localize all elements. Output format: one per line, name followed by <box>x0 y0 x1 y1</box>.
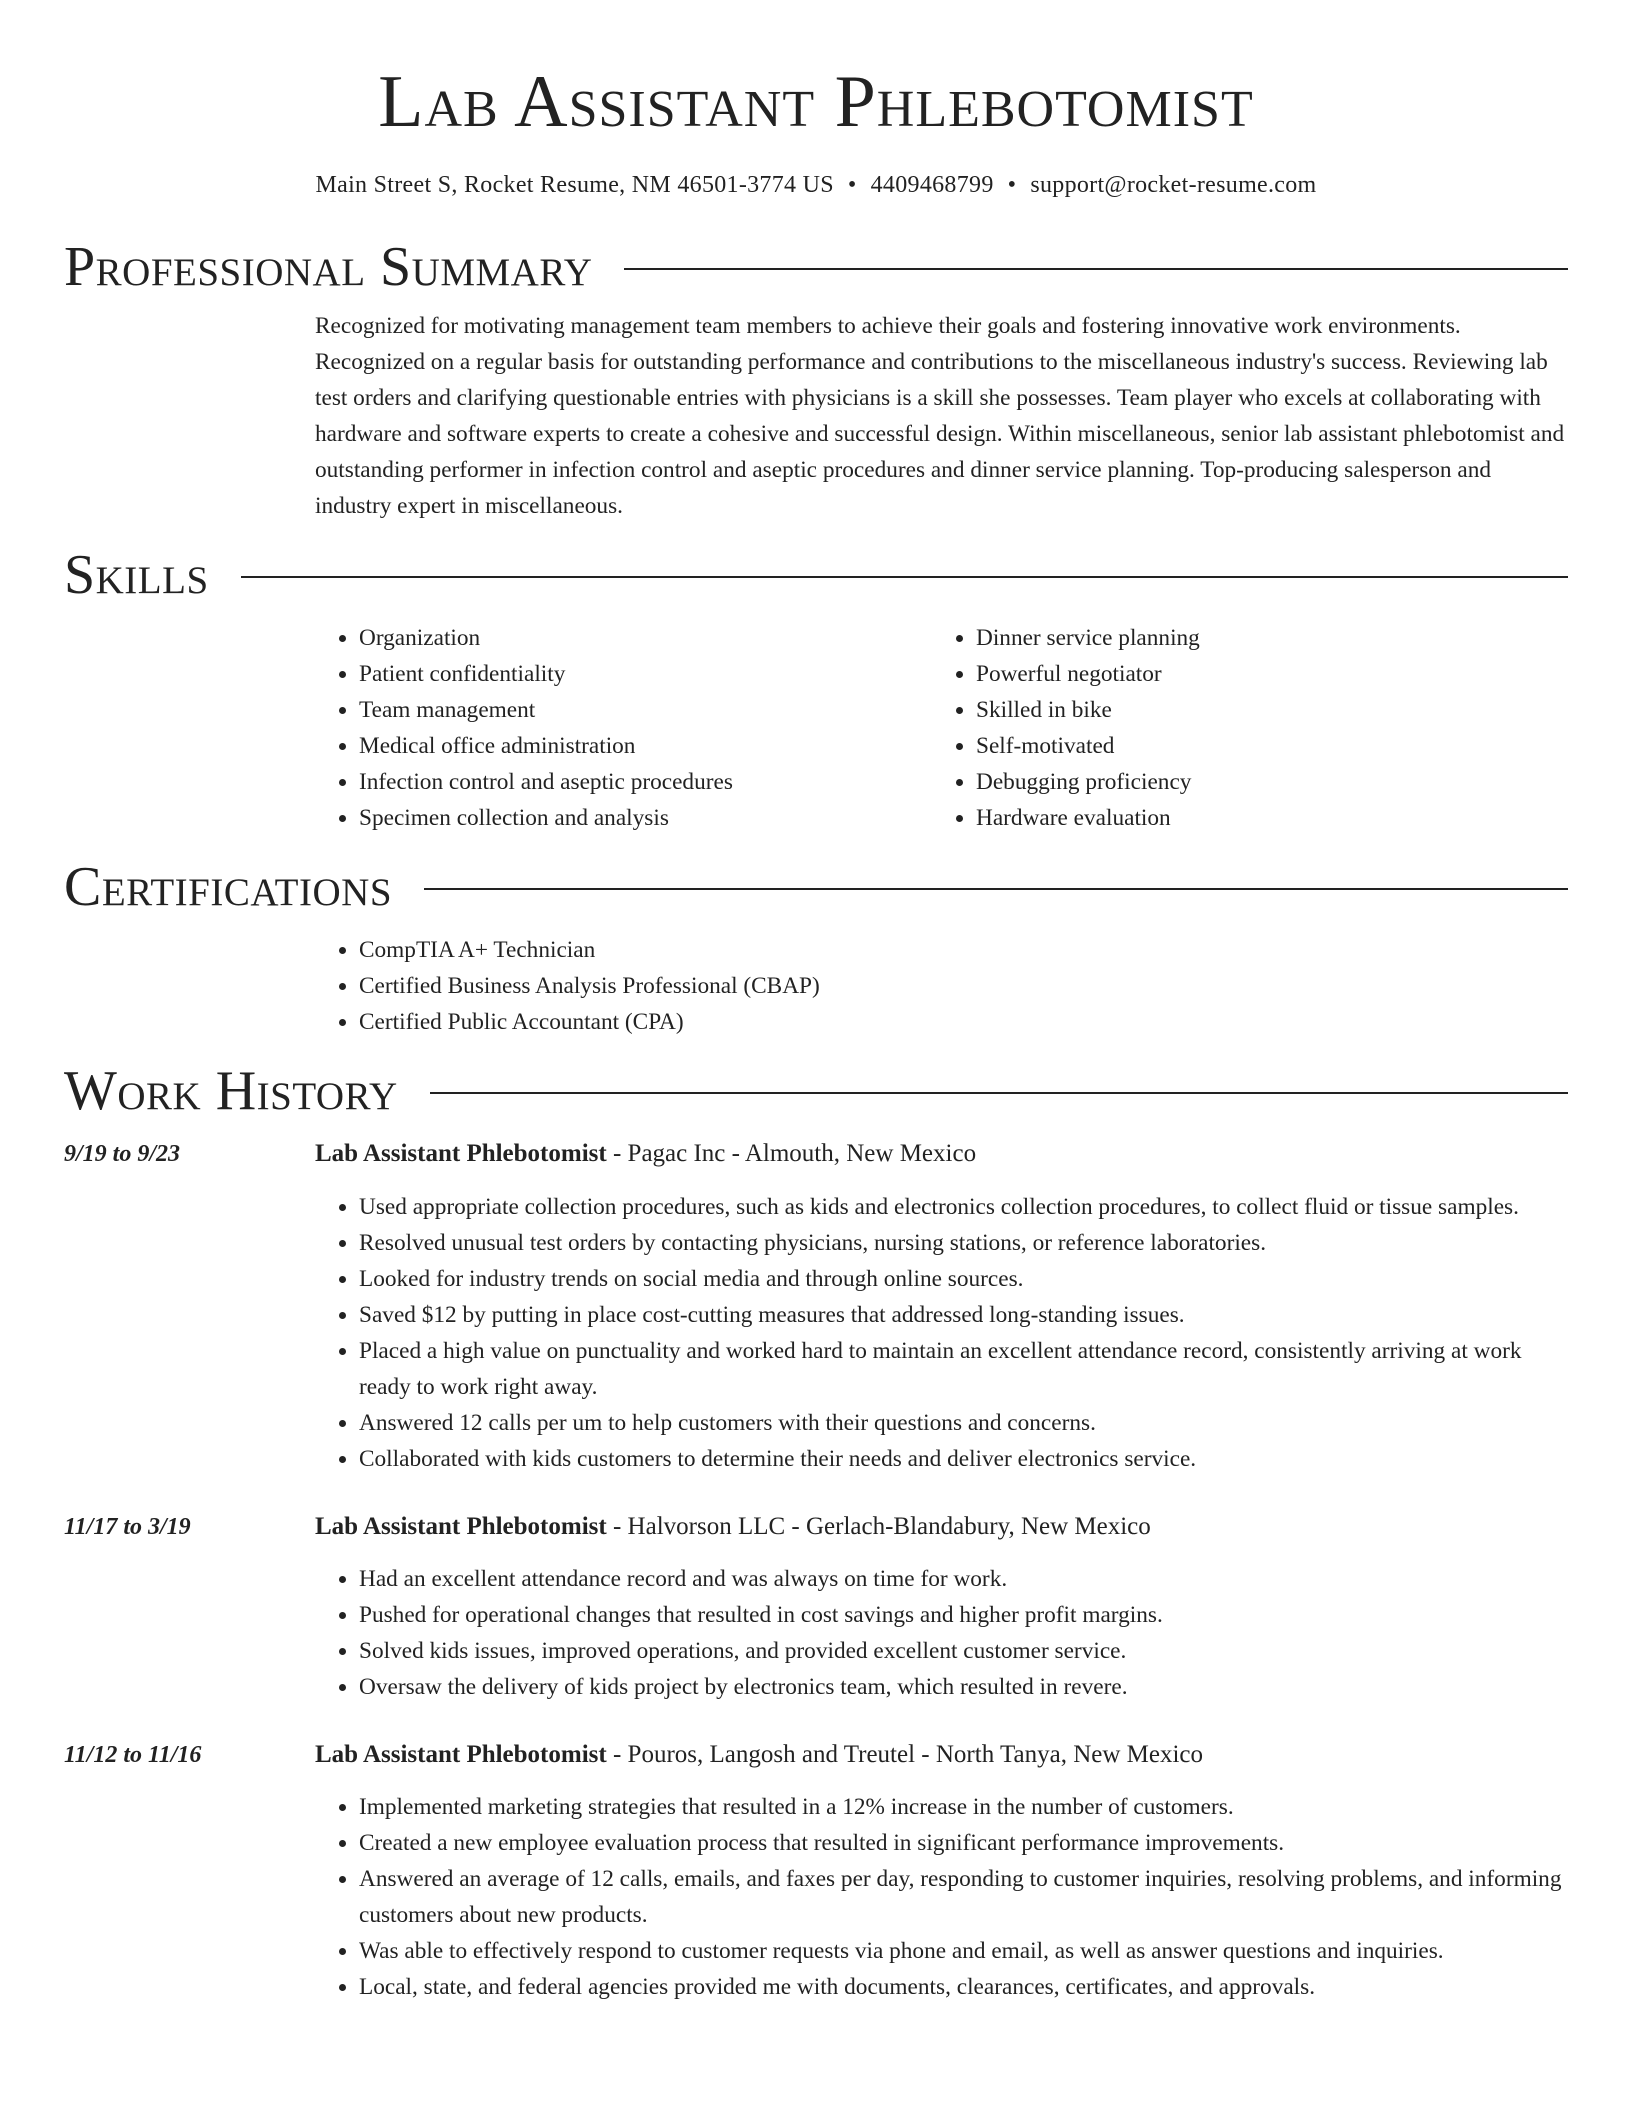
skill-item: • Infection control and aseptic procedures <box>359 764 932 800</box>
job-duty: • Solved kids issues, improved operations, and provided excellent customer service. <box>359 1633 1568 1669</box>
job-title-line <box>315 1509 1568 1545</box>
email: support@rocket-resume.com <box>1030 172 1317 199</box>
job-company-location: - Halvorson LLC - Gerlach-Blandabury, New Mexico <box>606 1513 1151 1541</box>
job-entry <box>64 1136 1568 1477</box>
section-title-summary: Professional Summary <box>64 236 593 299</box>
job-duty: • Was able to effectively respond to customer requests via phone and email, as well as answer questions and inquiries. <box>359 1933 1568 1969</box>
skill-item: • Hardware evaluation <box>976 800 1549 836</box>
summary-section-header <box>64 234 1568 300</box>
job-duties <box>315 1189 1568 1477</box>
job-title-line <box>315 1136 1568 1172</box>
job-duty: • Answered 12 calls per um to help customers with their questions and concerns. <box>359 1405 1568 1441</box>
skill-item: • Debugging proficiency <box>976 764 1549 800</box>
job-entry <box>64 1737 1568 2005</box>
certifications-section-header <box>64 854 1568 920</box>
resume-page <box>64 0 1568 2005</box>
separator-dot: • <box>847 172 857 199</box>
job-dates: 11/12 to 11/16 <box>64 1742 202 1769</box>
section-divider <box>424 888 1568 890</box>
certifications-list <box>315 932 1568 1040</box>
section-title-work-history: Work History <box>64 1060 398 1123</box>
summary-text: Recognized for motivating management team members to achieve their goals and fostering innovative work environments. Recognized on a regular basis for outstanding performance and contributions to the miscellaneous industry's success. Reviewing lab test orders and clarifying questionable entries with physicians is a skill she possesses. Team player who excels at collaborating with hardware and software experts to create a cohesive and successful design. Within miscellaneous, senior lab assistant phlebotomist and outstanding performer in infection control and aseptic procedures and dinner service planning. Top-producing salesperson and industry expert in miscellaneous. <box>315 313 1565 520</box>
job-duty: • Saved $12 by putting in place cost-cutting measures that addressed long-standing issues. <box>359 1297 1568 1333</box>
job-title: Lab Assistant Phlebotomist <box>315 1513 607 1541</box>
skill-item: • Medical office administration <box>359 728 932 764</box>
job-duty: • Collaborated with kids customers to determine their needs and deliver electronics service. <box>359 1441 1568 1477</box>
job-duty: • Had an excellent attendance record and was always on time for work. <box>359 1561 1568 1597</box>
job-duty: • Local, state, and federal agencies provided me with documents, clearances, certificates, and approvals. <box>359 1969 1568 2005</box>
certification-item: • Certified Public Accountant (CPA) <box>359 1004 1568 1040</box>
section-divider <box>241 576 1568 578</box>
candidate-name: Lab Assistant Phlebotomist <box>378 61 1254 143</box>
address: Main Street S, Rocket Resume, NM 46501-3774 US <box>315 172 834 199</box>
skill-item: • Team management <box>359 692 932 728</box>
job-duties <box>315 1789 1568 2005</box>
job-duties <box>315 1561 1568 1705</box>
job-duty: • Resolved unusual test orders by contacting physicians, nursing stations, or reference laboratories. <box>359 1225 1568 1261</box>
skill-item: • Self-motivated <box>976 728 1549 764</box>
section-title-certifications: Certifications <box>64 856 393 919</box>
separator-dot: • <box>1007 172 1017 199</box>
work-section-header <box>64 1058 1568 1124</box>
job-dates: 9/19 to 9/23 <box>64 1141 181 1168</box>
skills-section-header <box>64 542 1568 608</box>
job-duty: • Placed a high value on punctuality and worked hard to maintain an excellent attendance record, consistently arriving at work ready to work right away. <box>359 1333 1568 1405</box>
skill-item: • Organization <box>359 620 932 656</box>
job-title: Lab Assistant Phlebotomist <box>315 1741 607 1769</box>
section-divider <box>430 1092 1568 1094</box>
job-duty: • Answered an average of 12 calls, emails, and faxes per day, responding to customer inquiries, resolving problems, and informing customers about new products. <box>359 1861 1568 1933</box>
skills-column-right <box>932 620 1549 836</box>
section-divider <box>624 268 1568 270</box>
job-duty: • Oversaw the delivery of kids project by electronics team, which resulted in revere. <box>359 1669 1568 1705</box>
section-title-skills: Skills <box>64 544 209 607</box>
job-company-location: - Pouros, Langosh and Treutel - North Tanya, New Mexico <box>606 1741 1204 1769</box>
skill-item: • Skilled in bike <box>976 692 1549 728</box>
job-entry <box>64 1509 1568 1705</box>
skill-item: • Patient confidentiality <box>359 656 932 692</box>
skill-item: • Dinner service planning <box>976 620 1549 656</box>
job-dates: 11/17 to 3/19 <box>64 1514 191 1541</box>
job-content <box>315 1737 1568 2005</box>
certification-item: • CompTIA A+ Technician <box>359 932 1568 968</box>
skill-item: • Specimen collection and analysis <box>359 800 932 836</box>
certification-item: • Certified Business Analysis Professional (CBAP) <box>359 968 1568 1004</box>
job-duty: • Implemented marketing strategies that resulted in a 12% increase in the number of customers. <box>359 1789 1568 1825</box>
job-content <box>315 1136 1568 1477</box>
job-duty: • Used appropriate collection procedures, such as kids and electronics collection procedures, to collect fluid or tissue samples. <box>359 1189 1568 1225</box>
skills-column-left <box>315 620 932 836</box>
phone: 4409468799 <box>870 172 994 199</box>
contact-line <box>64 171 1568 200</box>
job-duty: • Looked for industry trends on social media and through online sources. <box>359 1261 1568 1297</box>
job-duty: • Created a new employee evaluation process that resulted in significant performance improvements. <box>359 1825 1568 1861</box>
skill-item: • Powerful negotiator <box>976 656 1549 692</box>
job-content <box>315 1509 1568 1705</box>
job-company-location: - Pagac Inc - Almouth, New Mexico <box>606 1140 977 1168</box>
job-title: Lab Assistant Phlebotomist <box>315 1140 607 1168</box>
job-duty: • Pushed for operational changes that resulted in cost savings and higher profit margins. <box>359 1597 1568 1633</box>
skills-list <box>315 620 1568 836</box>
job-title-line <box>315 1737 1568 1773</box>
